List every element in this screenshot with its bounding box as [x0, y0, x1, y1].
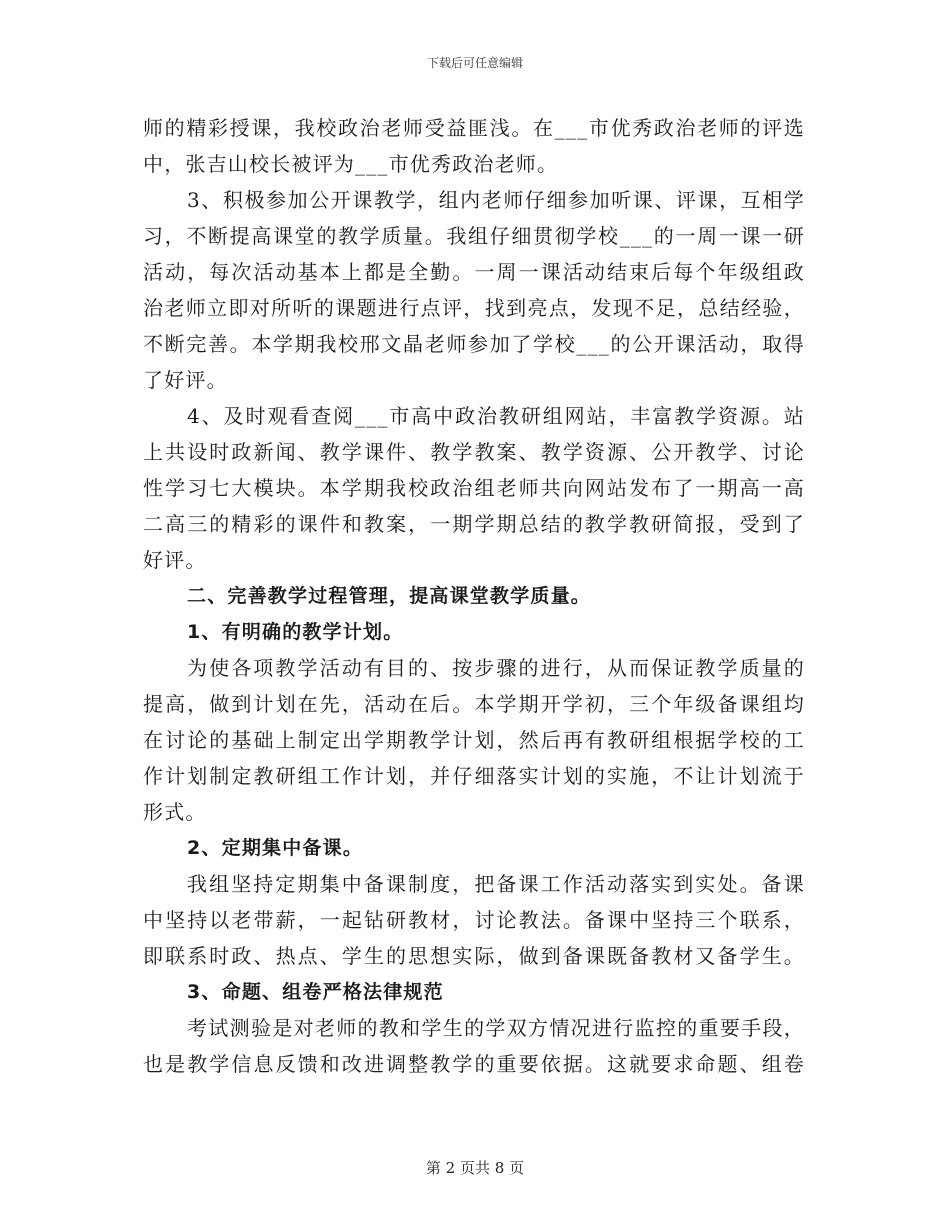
paragraph-line: 性学习七大模块。本学期我校政治组老师共向网站发布了一期高一高: [143, 476, 805, 500]
paragraph-line: 师的精彩授课，我校政治老师受益匪浅。在___市优秀政治老师的评选: [143, 116, 805, 140]
section-heading-line: 3、命题、组卷严格法律规范: [187, 981, 444, 1003]
paragraph-line: 为使各项教学活动有目的、按步骤的进行，从而保证教学质量的: [187, 656, 805, 680]
paragraph-line: 4、及时观看查阅___市高中政治教研组网站，丰富教学资源。站: [187, 404, 805, 428]
paragraph-line: 上共设时政新闻、教学课件、教学教案、教学资源、公开教学、讨论: [143, 440, 805, 464]
page-header: 下载后可任意编辑: [426, 56, 523, 70]
paragraph-line: 活动，每次活动基本上都是全勤。一周一课活动结束后每个年级组政: [143, 260, 805, 284]
paragraph-line: 3、积极参加公开课教学，组内老师仔细参加听课、评课，互相学: [187, 188, 805, 212]
paragraph-line: 不断完善。本学期我校邢文晶老师参加了学校___的公开课活动，取得: [143, 332, 805, 356]
document-body: [143, 110, 805, 1082]
paragraph-line: 了好评。: [143, 368, 228, 392]
page-footer: 第 2 页共 8 页: [425, 1159, 525, 1177]
paragraph-line: 考试测验是对老师的教和学生的学双方情况进行监控的重要手段，: [187, 1016, 805, 1040]
paragraph-line: 提高，做到计划在先，活动在后。本学期开学初，三个年级备课组均: [143, 692, 805, 716]
paragraph-line: 作计划制定教研组工作计划，并仔细落实计划的实施，不让计划流于: [143, 764, 805, 788]
paragraph-line: 习，不断提高课堂的教学质量。我组仔细贯彻学校___的一周一课一研: [143, 224, 805, 248]
section-heading-line: 2、定期集中备课。: [187, 837, 364, 859]
paragraph-line: 二高三的精彩的课件和教案，一期学期总结的教学教研简报，受到了: [143, 512, 805, 536]
section-heading-line: 二、完善教学过程管理，提高课堂教学质量。: [187, 585, 592, 607]
paragraph-line: 形式。: [143, 800, 207, 824]
section-heading-line: 1、有明确的教学计划。: [187, 621, 404, 643]
paragraph-line: 我组坚持定期集中备课制度，把备课工作活动落实到实处。备课: [187, 872, 805, 896]
paragraph-line: 在讨论的基础上制定出学期教学计划，然后再有教研组根据学校的工: [143, 728, 805, 752]
paragraph-line: 也是教学信息反馈和改进调整教学的重要依据。这就要求命题、组卷: [143, 1052, 805, 1076]
paragraph-line: 即联系时政、热点、学生的思想实际，做到备课既备教材又备学生。: [143, 944, 805, 968]
paragraph-line: 中，张吉山校长被评为___市优秀政治老师。: [143, 152, 559, 176]
paragraph-line: 治老师立即对所听的课题进行点评，找到亮点，发现不足，总结经验，: [143, 296, 805, 320]
paragraph-line: 好评。: [143, 548, 207, 572]
paragraph-line: 中坚持以老带薪，一起钻研教材，讨论教法。备课中坚持三个联系，: [143, 908, 805, 932]
